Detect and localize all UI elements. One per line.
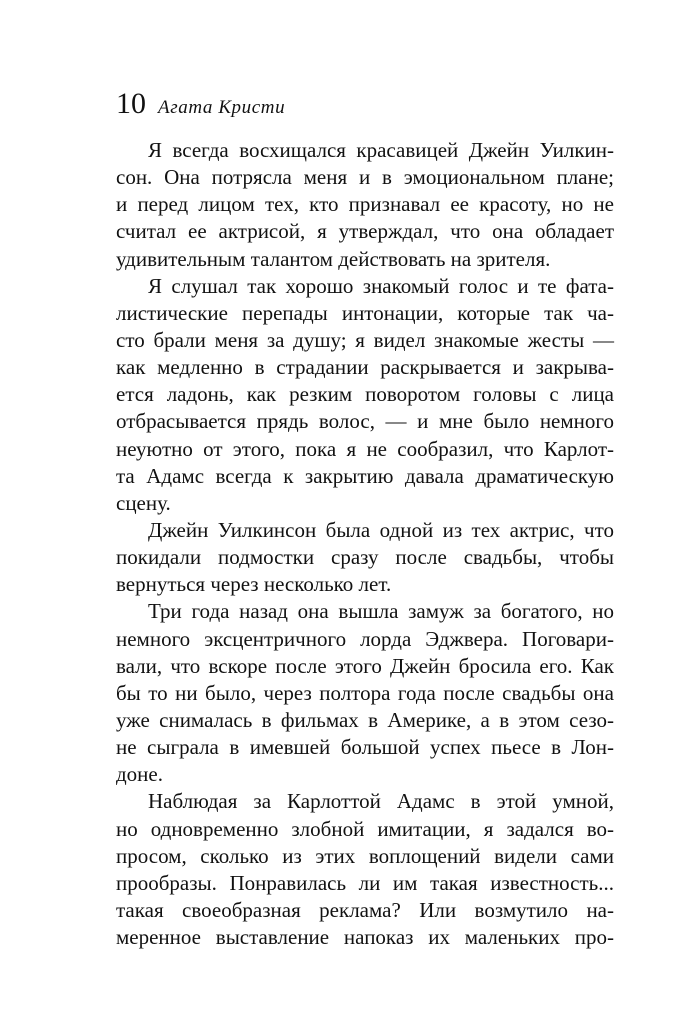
text-line: сон. Она потрясла меня и в эмоциональном плане; bbox=[116, 165, 614, 190]
page-header bbox=[116, 86, 285, 122]
text-line: такая своеобразная реклама? Или возмутило на- bbox=[116, 897, 614, 922]
text-line: Я всегда восхищался красавицей Джейн Уилкин- bbox=[148, 138, 614, 162]
text-line: доне. bbox=[116, 762, 163, 787]
text-line: сцену. bbox=[116, 490, 171, 515]
text-line: удивительным талантом действовать на зрителя. bbox=[116, 246, 551, 271]
text-line: бы то ни было, через полтора года после свадьбы она bbox=[116, 680, 614, 705]
text-line: но одновременно злобной имитации, я задался во- bbox=[116, 816, 614, 841]
running-title: Агата Кристи bbox=[158, 97, 286, 118]
text-line: листические перепады интонации, которые так ча- bbox=[116, 300, 614, 325]
text-line: отбрасывается прядь волос, — и мне было немного bbox=[116, 409, 614, 434]
text-line: уже снималась в фильмах в Америке, а в этом сезо- bbox=[116, 707, 614, 732]
text-line: ется ладонь, как резким поворотом головы с лица bbox=[116, 382, 614, 407]
text-line: вернуться через несколько лет. bbox=[116, 572, 392, 597]
text-line: та Адамс всегда к закрытию давала драматическую bbox=[116, 463, 614, 488]
text-line: и перед лицом тех, кто признавал ее красоту, но не bbox=[116, 192, 614, 217]
text-line: неуютно от этого, пока я не сообразил, что Карлот- bbox=[116, 436, 614, 461]
text-line: покидали подмостки сразу после свадьбы, чтобы bbox=[116, 545, 614, 570]
text-line: считал ее актрисой, я утверждал, что она обладает bbox=[116, 219, 614, 244]
text-line: Три года назад она вышла замуж за богатого, но bbox=[148, 599, 614, 624]
text-line: немного эксцентричного лорда Эджвера. Поговари- bbox=[116, 626, 614, 651]
text-line: Джейн Уилкинсон была одной из тех актрис, что bbox=[148, 517, 614, 542]
page-number: 10 bbox=[116, 87, 146, 120]
body-text bbox=[116, 137, 614, 951]
text-line: Наблюдая за Карлоттой Адамс в этой умной, bbox=[148, 789, 614, 814]
text-line: просом, сколько из этих воплощений видели сами bbox=[116, 843, 614, 868]
text-line: меренное выставление напоказ их маленьких про- bbox=[116, 925, 614, 950]
text-line: не сыграла в имевшей большой успех пьесе в Лон- bbox=[116, 735, 614, 760]
text-line: вали, что вскоре после этого Джейн бросила его. Как bbox=[116, 653, 614, 678]
text-line: Я слушал так хорошо знакомый голос и те фата- bbox=[148, 273, 614, 298]
text-line: как медленно в страдании раскрывается и закрыва- bbox=[116, 355, 614, 380]
text-line: прообразы. Понравилась ли им такая известность... bbox=[116, 870, 614, 895]
text-line: сто брали меня за душу; я видел знакомые жесты — bbox=[116, 327, 614, 352]
